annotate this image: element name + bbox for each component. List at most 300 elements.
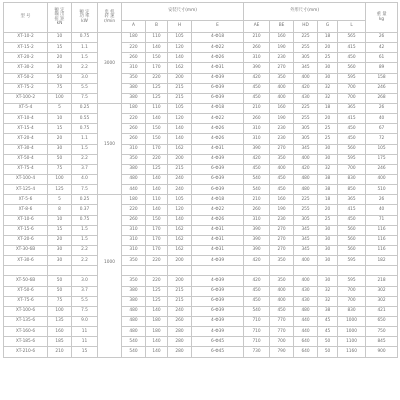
cell-l: 830 — [338, 174, 366, 184]
cell-model: XT-10-4 — [4, 114, 48, 124]
cell-e: 4-Φ31 — [192, 225, 244, 235]
cell-speed: 1000 — [98, 195, 122, 357]
header-weight: 重 量 kg — [366, 3, 398, 33]
cell-ae: 450 — [244, 93, 270, 103]
cell-l: 450 — [338, 215, 366, 225]
cell-model: XT-30-2 — [4, 63, 48, 73]
cell-model: XT-15-6 — [4, 225, 48, 235]
cell-l: 415 — [338, 114, 366, 124]
cell-weight: 246 — [366, 83, 398, 93]
table-row — [4, 245, 398, 255]
cell-g: 30 — [318, 144, 338, 154]
cell-be: 450 — [270, 185, 294, 195]
cell-torque: 10 — [48, 114, 72, 124]
cell-h: 280 — [168, 327, 192, 337]
cell-hd: 345 — [294, 245, 318, 255]
cell-a: 540 — [122, 347, 146, 357]
cell-power: 1.5 — [72, 225, 98, 235]
cell-h: 240 — [168, 306, 192, 316]
cell-e: 4-Φ31 — [192, 144, 244, 154]
header-b: B — [146, 21, 168, 33]
cell-e: 4-Φ26 — [192, 134, 244, 144]
cell-g: 25 — [318, 124, 338, 134]
cell-h: 105 — [168, 33, 192, 43]
cell-b: 150 — [146, 53, 168, 63]
cell-power: 0.25 — [72, 195, 98, 205]
cell-torque: 100 — [48, 306, 72, 316]
cell-g: 30 — [318, 235, 338, 245]
cell-e: 4-Φ18 — [192, 103, 244, 113]
cell-power: 1.5 — [72, 235, 98, 245]
cell-model: XT-160-6 — [4, 327, 48, 337]
cell-model: XT-10-6 — [4, 215, 48, 225]
cell-hd: 305 — [294, 53, 318, 63]
cell-b: 170 — [146, 63, 168, 73]
cell-be: 400 — [270, 83, 294, 93]
table-row — [4, 124, 398, 134]
cell-power: 0.75 — [72, 33, 98, 43]
cell-l: 1160 — [338, 347, 366, 357]
cell-e: 4-Φ39 — [192, 316, 244, 326]
cell-torque: 135 — [48, 316, 72, 326]
cell-torque: 15 — [48, 225, 72, 235]
cell-a: 350 — [122, 154, 146, 164]
cell-b: 150 — [146, 124, 168, 134]
cell-h — [168, 266, 192, 276]
cell-b: 170 — [146, 245, 168, 255]
cell-g: 30 — [318, 256, 338, 266]
table-row — [4, 276, 398, 286]
cell-weight: 116 — [366, 245, 398, 255]
cell-h: 105 — [168, 103, 192, 113]
cell-g: 30 — [318, 245, 338, 255]
cell-e: 4-Φ18 — [192, 33, 244, 43]
cell-e: 6-Φ45 — [192, 347, 244, 357]
cell-torque: 20 — [48, 134, 72, 144]
cell-weight: 67 — [366, 124, 398, 134]
cell-h: 120 — [168, 205, 192, 215]
cell-l: 1100 — [338, 337, 366, 347]
cell-g: 18 — [318, 103, 338, 113]
cell-model: XT-30-4 — [4, 144, 48, 154]
cell-l: 365 — [338, 103, 366, 113]
cell-e: 4-Φ22 — [192, 205, 244, 215]
cell-power: 3.0 — [72, 276, 98, 286]
header-e: E — [192, 21, 244, 33]
cell-a: 350 — [122, 276, 146, 286]
table-row — [4, 73, 398, 83]
cell-weight: 116 — [366, 235, 398, 245]
cell-hd: 255 — [294, 114, 318, 124]
cell-ae: 310 — [244, 124, 270, 134]
cell-e: 4-Φ39 — [192, 276, 244, 286]
cell-g: 45 — [318, 327, 338, 337]
cell-l: 415 — [338, 205, 366, 215]
cell-weight: 302 — [366, 286, 398, 296]
cell-weight: 246 — [366, 164, 398, 174]
cell-weight: 158 — [366, 73, 398, 83]
cell-ae: 210 — [244, 103, 270, 113]
cell-ae: 310 — [244, 134, 270, 144]
table-row — [4, 337, 398, 347]
cell-be: 160 — [270, 103, 294, 113]
cell-torque: 75 — [48, 83, 72, 93]
cell-ae: 390 — [244, 245, 270, 255]
cell-hd: 430 — [294, 296, 318, 306]
cell-be: 350 — [270, 73, 294, 83]
cell-be: 450 — [270, 174, 294, 184]
cell-torque: 125 — [48, 185, 72, 195]
cell-g: 30 — [318, 276, 338, 286]
cell-ae — [244, 266, 270, 276]
cell-be — [270, 266, 294, 276]
cell-l: 450 — [338, 53, 366, 63]
cell-power: 4.0 — [72, 174, 98, 184]
cell-l: 830 — [338, 306, 366, 316]
cell-e: 4-Φ26 — [192, 124, 244, 134]
cell-model: XT-20-4 — [4, 134, 48, 144]
cell-hd: 345 — [294, 235, 318, 245]
cell-h: 200 — [168, 276, 192, 286]
cell-b: 110 — [146, 103, 168, 113]
cell-power: 2.2 — [72, 245, 98, 255]
cell-be: 350 — [270, 276, 294, 286]
cell-weight — [366, 266, 398, 276]
cell-h: 140 — [168, 215, 192, 225]
cell-b: 140 — [146, 306, 168, 316]
table-row — [4, 114, 398, 124]
cell-b: 140 — [146, 205, 168, 215]
cell-power: 7.5 — [72, 93, 98, 103]
cell-a: 350 — [122, 256, 146, 266]
cell-l: 450 — [338, 124, 366, 134]
cell-torque: 160 — [48, 327, 72, 337]
cell-hd: 225 — [294, 33, 318, 43]
cell-hd: 440 — [294, 327, 318, 337]
table-row — [4, 235, 398, 245]
cell-ae: 390 — [244, 144, 270, 154]
cell-be: 400 — [270, 93, 294, 103]
cell-g: 25 — [318, 134, 338, 144]
cell-torque: 5 — [48, 103, 72, 113]
cell-b: 170 — [146, 225, 168, 235]
cell-e: 4-Φ39 — [192, 154, 244, 164]
cell-a: 260 — [122, 134, 146, 144]
cell-power: 1.5 — [72, 144, 98, 154]
cell-h: 240 — [168, 185, 192, 195]
cell-e: 4-Φ22 — [192, 114, 244, 124]
cell-model: XT-50-6 — [4, 286, 48, 296]
header-hd: HD — [294, 21, 318, 33]
cell-power: 2.2 — [72, 63, 98, 73]
table-row — [4, 134, 398, 144]
cell-l: 415 — [338, 43, 366, 53]
cell-g: 50 — [318, 337, 338, 347]
table-row — [4, 83, 398, 93]
cell-hd: 400 — [294, 154, 318, 164]
cell-torque: 8 — [48, 205, 72, 215]
cell-h: 280 — [168, 347, 192, 357]
cell-l: 450 — [338, 134, 366, 144]
cell-g: 50 — [318, 347, 338, 357]
cell-be: 190 — [270, 114, 294, 124]
cell-hd: 400 — [294, 256, 318, 266]
cell-h: 260 — [168, 316, 192, 326]
cell-b: 140 — [146, 174, 168, 184]
cell-g: 32 — [318, 93, 338, 103]
cell-g: 45 — [318, 316, 338, 326]
cell-hd: 440 — [294, 316, 318, 326]
cell-power: 7.5 — [72, 306, 98, 316]
cell-power: 3.0 — [72, 73, 98, 83]
cell-hd: 400 — [294, 276, 318, 286]
cell-l: 560 — [338, 225, 366, 235]
cell-hd: 420 — [294, 83, 318, 93]
cell-ae: 420 — [244, 154, 270, 164]
cell-g: 30 — [318, 73, 338, 83]
cell-power — [72, 266, 98, 276]
table-header — [4, 3, 398, 33]
cell-e: 6-Φ39 — [192, 185, 244, 195]
table-row — [4, 93, 398, 103]
cell-be: 160 — [270, 33, 294, 43]
cell-a: 480 — [122, 316, 146, 326]
table-row — [4, 103, 398, 113]
cell-l: 700 — [338, 296, 366, 306]
cell-a: 220 — [122, 114, 146, 124]
cell-model: XT-125-4 — [4, 185, 48, 195]
cell-a: 310 — [122, 63, 146, 73]
cell-be: 270 — [270, 144, 294, 154]
cell-h: 200 — [168, 154, 192, 164]
cell-power: 11 — [72, 337, 98, 347]
cell-l: 595 — [338, 276, 366, 286]
cell-g: 32 — [318, 164, 338, 174]
cell-ae: 710 — [244, 327, 270, 337]
header-ae: AE — [244, 21, 270, 33]
cell-l: 1000 — [338, 327, 366, 337]
cell-h: 215 — [168, 93, 192, 103]
cell-h: 162 — [168, 245, 192, 255]
cell-power: 3.7 — [72, 164, 98, 174]
cell-model: XT-75-2 — [4, 83, 48, 93]
cell-power: 5.5 — [72, 83, 98, 93]
cell-e: 6-Φ39 — [192, 296, 244, 306]
cell-model: XT-100-2 — [4, 93, 48, 103]
cell-model: XT-75-4 — [4, 164, 48, 174]
cell-h: 105 — [168, 195, 192, 205]
cell-model: XT-75-6 — [4, 296, 48, 306]
cell-a: 380 — [122, 296, 146, 306]
cell-model: XT-100-4 — [4, 174, 48, 184]
header-l: L — [338, 21, 366, 33]
cell-hd: 420 — [294, 164, 318, 174]
cell-hd: 480 — [294, 185, 318, 195]
cell-speed: 1500 — [98, 103, 122, 194]
table-row — [4, 286, 398, 296]
cell-e — [192, 266, 244, 276]
cell-ae: 260 — [244, 205, 270, 215]
cell-g: 38 — [318, 174, 338, 184]
cell-l: 850 — [338, 185, 366, 195]
cell-be: 770 — [270, 327, 294, 337]
cell-model: XT-135-6 — [4, 316, 48, 326]
cell-g: 18 — [318, 195, 338, 205]
table-row — [4, 33, 398, 43]
cell-be: 270 — [270, 245, 294, 255]
table-row — [4, 174, 398, 184]
cell-e: 4-Φ39 — [192, 327, 244, 337]
cell-model: XT-8-6 — [4, 205, 48, 215]
cell-ae: 420 — [244, 276, 270, 286]
table-row — [4, 205, 398, 215]
cell-g: 32 — [318, 83, 338, 93]
cell-model: XT-50-2 — [4, 73, 48, 83]
cell-be: 400 — [270, 164, 294, 174]
cell-a: 540 — [122, 337, 146, 347]
cell-ae: 390 — [244, 235, 270, 245]
cell-h: 240 — [168, 174, 192, 184]
cell-model: XT-20-6 — [4, 235, 48, 245]
cell-e: 4-Φ31 — [192, 245, 244, 255]
cell-be: 190 — [270, 205, 294, 215]
cell-h: 215 — [168, 83, 192, 93]
cell-be: 230 — [270, 53, 294, 63]
cell-model: XT-20-2 — [4, 53, 48, 63]
cell-model: XT-15-2 — [4, 43, 48, 53]
cell-hd: 225 — [294, 103, 318, 113]
table-row — [4, 306, 398, 316]
cell-a: 220 — [122, 43, 146, 53]
cell-a: 480 — [122, 174, 146, 184]
cell-a: 480 — [122, 327, 146, 337]
cell-hd — [294, 266, 318, 276]
cell-ae: 450 — [244, 296, 270, 306]
cell-be: 270 — [270, 235, 294, 245]
cell-ae: 420 — [244, 73, 270, 83]
cell-a: 260 — [122, 215, 146, 225]
header-power: 额 定 功 率 kW — [72, 3, 98, 33]
cell-model: XT-50-6B — [4, 276, 48, 286]
cell-be: 450 — [270, 306, 294, 316]
cell-hd: 430 — [294, 286, 318, 296]
cell-e: 6-Φ39 — [192, 174, 244, 184]
cell-torque: 185 — [48, 337, 72, 347]
cell-weight: 650 — [366, 316, 398, 326]
cell-power: 1.1 — [72, 134, 98, 144]
cell-torque: 30 — [48, 245, 72, 255]
cell-b: 170 — [146, 235, 168, 245]
header-torque: 额 定 输 出 扭 矩 kN — [48, 3, 72, 33]
cell-be: 270 — [270, 225, 294, 235]
cell-a — [122, 266, 146, 276]
cell-e: 4-Φ39 — [192, 73, 244, 83]
cell-torque: 50 — [48, 154, 72, 164]
cell-hd: 480 — [294, 306, 318, 316]
cell-b: 150 — [146, 215, 168, 225]
cell-model: XT-15-4 — [4, 124, 48, 134]
cell-weight: 71 — [366, 215, 398, 225]
cell-power: 3.7 — [72, 286, 98, 296]
cell-weight: 900 — [366, 347, 398, 357]
cell-b: 125 — [146, 286, 168, 296]
cell-torque: 50 — [48, 73, 72, 83]
cell-be: 230 — [270, 124, 294, 134]
cell-g: 32 — [318, 286, 338, 296]
cell-weight: 26 — [366, 33, 398, 43]
cell-model: XT-100-6 — [4, 306, 48, 316]
cell-model: XT-30-6B — [4, 245, 48, 255]
table-row — [4, 225, 398, 235]
cell-power: 7.5 — [72, 185, 98, 195]
cell-weight: 175 — [366, 154, 398, 164]
cell-weight: 510 — [366, 185, 398, 195]
cell-power: 11 — [72, 327, 98, 337]
cell-b: 140 — [146, 185, 168, 195]
cell-h: 162 — [168, 144, 192, 154]
cell-ae: 450 — [244, 83, 270, 93]
header-g: G — [318, 21, 338, 33]
cell-e: 4-Φ31 — [192, 63, 244, 73]
cell-model: XT-185-6 — [4, 337, 48, 347]
cell-weight: 750 — [366, 327, 398, 337]
cell-ae: 540 — [244, 174, 270, 184]
cell-power: 0.37 — [72, 205, 98, 215]
cell-b: 220 — [146, 276, 168, 286]
cell-hd: 305 — [294, 134, 318, 144]
cell-model: XT-30-6 — [4, 256, 48, 266]
cell-h: 162 — [168, 225, 192, 235]
cell-e: 4-Φ26 — [192, 53, 244, 63]
cell-b: 220 — [146, 73, 168, 83]
cell-a: 180 — [122, 195, 146, 205]
cell-b: 125 — [146, 93, 168, 103]
cell-ae: 390 — [244, 225, 270, 235]
cell-weight: 26 — [366, 195, 398, 205]
cell-ae: 260 — [244, 43, 270, 53]
cell-b: 180 — [146, 327, 168, 337]
cell-h: 280 — [168, 337, 192, 347]
cell-g: 38 — [318, 306, 338, 316]
cell-power: 15 — [72, 347, 98, 357]
table-row — [4, 43, 398, 53]
cell-ae: 710 — [244, 337, 270, 347]
table-row-blank — [4, 266, 398, 276]
cell-e: 4-Φ18 — [192, 195, 244, 205]
cell-be: 270 — [270, 63, 294, 73]
cell-a: 180 — [122, 33, 146, 43]
cell-h: 140 — [168, 124, 192, 134]
cell-model: XT-5-6 — [4, 195, 48, 205]
cell-g: 30 — [318, 225, 338, 235]
cell-b: 125 — [146, 296, 168, 306]
cell-ae: 310 — [244, 53, 270, 63]
cell-h: 120 — [168, 43, 192, 53]
cell-b: 110 — [146, 195, 168, 205]
cell-model: XT-50-4 — [4, 154, 48, 164]
cell-g: 25 — [318, 53, 338, 63]
cell-b: 125 — [146, 164, 168, 174]
cell-torque: 50 — [48, 286, 72, 296]
cell-b: 140 — [146, 114, 168, 124]
cell-power: 1.1 — [72, 43, 98, 53]
table-row — [4, 316, 398, 326]
table-row — [4, 144, 398, 154]
cell-hd: 345 — [294, 225, 318, 235]
cell-be: 400 — [270, 296, 294, 306]
cell-weight: 268 — [366, 93, 398, 103]
cell-b: 220 — [146, 154, 168, 164]
